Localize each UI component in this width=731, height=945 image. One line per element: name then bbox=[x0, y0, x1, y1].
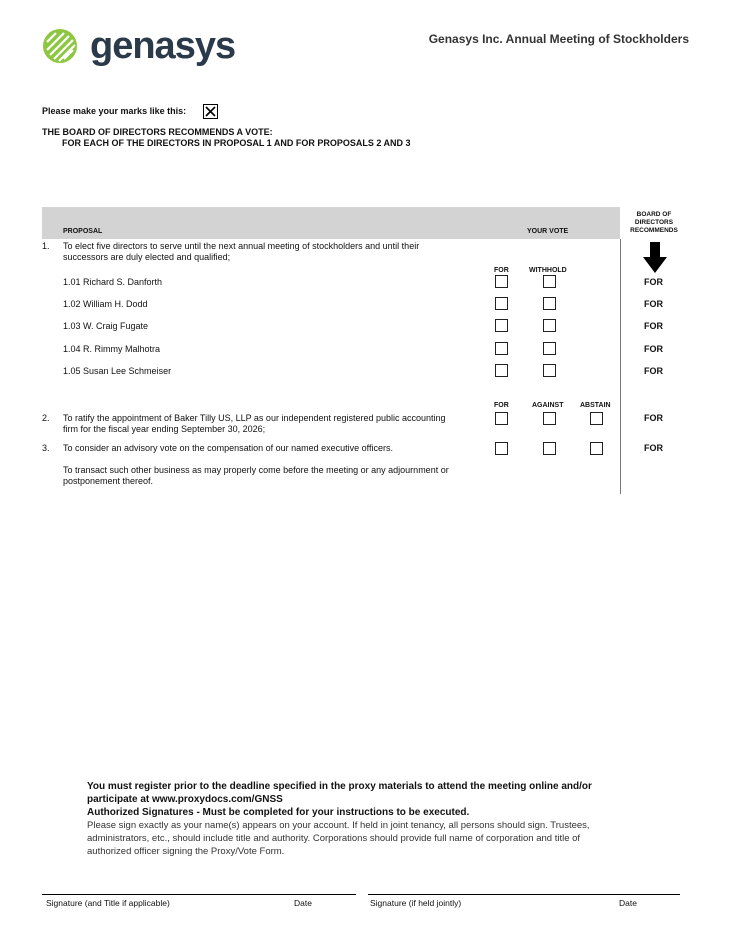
signature-label: Signature (and Title if applicable) bbox=[46, 898, 170, 908]
proposal-1-text: To elect five directors to serve until the next annual meeting of stockholders and until their successors are duly elected and qualified; bbox=[63, 241, 420, 262]
other-business-text: To transact such other business as may properly come before the meeting or any adjournment or postponement thereof. bbox=[63, 465, 449, 486]
vote-for-checkbox[interactable] bbox=[495, 319, 508, 332]
date-label: Date bbox=[619, 898, 637, 908]
mark-example-box bbox=[203, 104, 218, 119]
for-column-label: FOR bbox=[494, 402, 509, 409]
director-label: 1.04 R. Rimmy Malhotra bbox=[63, 344, 161, 354]
board-recommendation: FOR bbox=[644, 344, 663, 354]
director-label: 1.02 William H. Dodd bbox=[63, 299, 148, 309]
director-label: 1.03 W. Craig Fugate bbox=[63, 321, 149, 331]
mark-instruction: Please make your marks like this: bbox=[42, 106, 187, 116]
your-vote-column-header: YOUR VOTE bbox=[527, 228, 569, 235]
proposal-3-number: 3. bbox=[42, 443, 50, 453]
board-recommendation: FOR bbox=[644, 277, 663, 287]
board-recommendation-heading: THE BOARD OF DIRECTORS RECOMMENDS A VOTE: bbox=[42, 127, 273, 137]
abstain-column-label: ABSTAIN bbox=[580, 402, 611, 409]
vote-against-checkbox[interactable] bbox=[543, 442, 556, 455]
board-recommendation-subheading: FOR EACH OF THE DIRECTORS IN PROPOSAL 1 AND FOR PROPOSALS 2 AND 3 bbox=[62, 138, 411, 148]
signing-instructions: Please sign exactly as your name(s) appears on your account. If held in joint tenancy, all persons should sign. Trustees, administrators, etc., should include title and authority. Corporations should provide full name of corporation and title of authorized officer signing the Proxy/Vote Form. bbox=[87, 820, 590, 857]
board-recommendation: FOR bbox=[644, 366, 663, 376]
proposal-column-header: PROPOSAL bbox=[63, 228, 103, 235]
vote-for-checkbox[interactable] bbox=[495, 364, 508, 377]
authorized-signatures-heading: Authorized Signatures - Must be completed for your instructions to be executed. bbox=[87, 807, 470, 818]
signature-line-2[interactable] bbox=[368, 894, 680, 895]
vote-abstain-checkbox[interactable] bbox=[590, 442, 603, 455]
page-title: Genasys Inc. Annual Meeting of Stockholders bbox=[428, 32, 689, 46]
vote-against-checkbox[interactable] bbox=[543, 412, 556, 425]
vote-for-checkbox[interactable] bbox=[495, 412, 508, 425]
vote-withhold-checkbox[interactable] bbox=[543, 364, 556, 377]
proposal-3-text: To consider an advisory vote on the compensation of our named executive officers. bbox=[63, 443, 394, 453]
board-recommends-header: BOARD OF DIRECTORS RECOMMENDS bbox=[630, 211, 678, 234]
board-recommendation: FOR bbox=[644, 443, 663, 453]
date-label: Date bbox=[294, 898, 312, 908]
x-mark-icon bbox=[204, 105, 217, 118]
vote-withhold-checkbox[interactable] bbox=[543, 319, 556, 332]
against-column-label: AGAINST bbox=[532, 402, 564, 409]
board-recommendation: FOR bbox=[644, 299, 663, 309]
withhold-column-label: WITHHOLD bbox=[529, 267, 567, 274]
vote-for-checkbox[interactable] bbox=[495, 342, 508, 355]
column-divider bbox=[620, 239, 621, 494]
proposal-2-text: To ratify the appointment of Baker Tilly US, LLP as our independent registered public accounting firm for the fiscal year ending September 30, 2026; bbox=[63, 413, 446, 434]
logo-wordmark: genasys bbox=[90, 25, 236, 67]
vote-for-checkbox[interactable] bbox=[495, 275, 508, 288]
vote-withhold-checkbox[interactable] bbox=[543, 275, 556, 288]
vote-for-checkbox[interactable] bbox=[495, 297, 508, 310]
board-recommendation: FOR bbox=[644, 413, 663, 423]
vote-withhold-checkbox[interactable] bbox=[543, 342, 556, 355]
proposal-2-number: 2. bbox=[42, 413, 50, 423]
board-recommendation: FOR bbox=[644, 321, 663, 331]
joint-signature-label: Signature (if held jointly) bbox=[370, 898, 462, 908]
vote-for-checkbox[interactable] bbox=[495, 442, 508, 455]
vote-abstain-checkbox[interactable] bbox=[590, 412, 603, 425]
down-arrow-icon bbox=[642, 242, 668, 274]
vote-withhold-checkbox[interactable] bbox=[543, 297, 556, 310]
director-label: 1.01 Richard S. Danforth bbox=[63, 277, 163, 287]
genasys-logo-icon bbox=[42, 28, 78, 64]
signature-line-1[interactable] bbox=[42, 894, 356, 895]
director-label: 1.05 Susan Lee Schmeiser bbox=[63, 366, 172, 376]
registration-notice: You must register prior to the deadline specified in the proxy materials to attend the meeting online and/or participate at www.proxydocs.com/GNSS bbox=[87, 781, 592, 805]
for-column-label: FOR bbox=[494, 267, 509, 274]
proposal-1-number: 1. bbox=[42, 241, 50, 251]
